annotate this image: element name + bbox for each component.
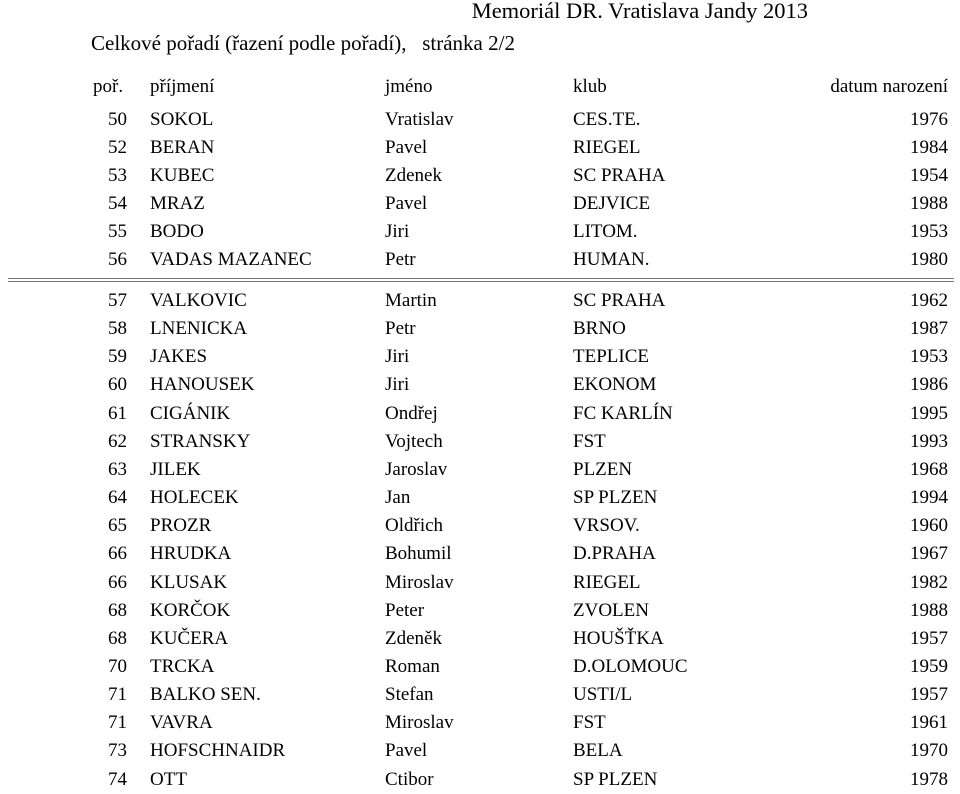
surname-cell: HANOUSEK [150, 374, 255, 396]
rank-cell: 54 [108, 193, 127, 214]
table-row [0, 484, 960, 512]
table-row [0, 371, 960, 399]
name-cell: Vratislav [385, 109, 454, 130]
name-cell: Pavel [385, 137, 428, 158]
club-cell: ZVOLEN [573, 599, 649, 621]
header-name: jméno [385, 76, 433, 97]
rank-cell: 71 [108, 684, 127, 706]
header-club: klub [573, 76, 607, 97]
birth-year-cell: 1959 [910, 655, 948, 677]
birth-year-cell: 1954 [910, 165, 948, 186]
name-cell: Bohumil [385, 543, 452, 565]
rank-cell: 57 [108, 290, 127, 311]
surname-cell: STRANSKY [150, 430, 251, 452]
surname-cell: LNENICKA [150, 318, 248, 340]
table-row [0, 766, 960, 794]
name-cell: Zdeněk [385, 627, 442, 649]
table-row [0, 343, 960, 371]
name-cell: Petr [385, 249, 416, 270]
table-row [0, 737, 960, 765]
table-row [0, 540, 960, 568]
surname-cell: BALKO SEN. [150, 684, 261, 706]
table-row [0, 134, 960, 162]
table-row [0, 287, 960, 315]
surname-cell: KORČOK [150, 599, 231, 621]
birth-year-cell: 1967 [910, 543, 948, 565]
surname-cell: VAVRA [150, 712, 213, 734]
table-row [0, 512, 960, 540]
name-cell: Peter [385, 599, 425, 621]
club-cell: PLZEN [573, 458, 633, 480]
club-cell: TEPLICE [573, 346, 649, 368]
rank-cell: 50 [108, 109, 127, 130]
birth-year-cell: 1987 [910, 318, 948, 340]
name-cell: Jiri [385, 346, 410, 368]
name-cell: Petr [385, 318, 416, 340]
birth-year-cell: 1960 [910, 515, 948, 537]
birth-year-cell: 1953 [910, 221, 948, 242]
surname-cell: KLUSAK [150, 571, 228, 593]
club-cell: BELA [573, 740, 623, 762]
birth-year-cell: 1984 [910, 137, 948, 158]
rank-cell: 70 [108, 655, 127, 677]
name-cell: Miroslav [385, 712, 454, 734]
table-row [0, 190, 960, 218]
surname-cell: HOFSCHNAIDR [150, 740, 286, 762]
rank-cell: 65 [108, 515, 127, 537]
birth-year-cell: 1976 [910, 109, 948, 130]
name-cell: Zdenek [385, 165, 442, 186]
table-row [0, 106, 960, 134]
table-row [0, 162, 960, 190]
rank-cell: 66 [108, 571, 127, 593]
name-cell: Pavel [385, 193, 428, 214]
surname-cell: VADAS MAZANEC [150, 249, 312, 270]
club-cell: SC PRAHA [573, 290, 666, 311]
birth-year-cell: 1982 [910, 571, 948, 593]
document-subtitle [91, 30, 515, 56]
club-cell: SP PLZEN [573, 768, 658, 790]
rank-cell: 58 [108, 318, 127, 340]
name-cell: Miroslav [385, 571, 454, 593]
birth-year-cell: 1961 [910, 712, 948, 734]
club-cell: RIEGEL [573, 137, 641, 158]
club-cell: FC KARLÍN [573, 402, 673, 424]
club-cell: VRSOV. [573, 515, 640, 537]
rank-cell: 56 [108, 249, 127, 270]
table-row [0, 246, 960, 274]
document-title: Memoriál DR. Vratislava Jandy 2013 [471, 0, 808, 23]
surname-cell: VALKOVIC [150, 290, 247, 311]
club-cell: LITOM. [573, 221, 638, 242]
name-cell: Stefan [385, 684, 434, 706]
rank-cell: 68 [108, 599, 127, 621]
birth-year-cell: 1968 [910, 458, 948, 480]
name-cell: Jiri [385, 374, 410, 396]
club-cell: FST [573, 712, 606, 734]
table-row [0, 315, 960, 343]
rank-cell: 74 [108, 768, 127, 790]
name-cell: Jan [385, 487, 411, 509]
table-row [0, 456, 960, 484]
birth-year-cell: 1970 [910, 740, 948, 762]
table-row [0, 653, 960, 681]
birth-year-cell: 1953 [910, 346, 948, 368]
subtitle-text: Celkové pořadí (řazení podle pořadí), [91, 31, 407, 55]
club-cell: D.PRAHA [573, 543, 656, 565]
name-cell: Pavel [385, 740, 428, 762]
name-cell: Ctibor [385, 768, 434, 790]
header-surname: příjmení [150, 76, 215, 97]
surname-cell: BODO [150, 221, 204, 242]
birth-year-cell: 1962 [910, 290, 948, 311]
club-cell: D.OLOMOUC [573, 655, 688, 677]
club-cell: EKONOM [573, 374, 657, 396]
table-row [0, 569, 960, 597]
club-cell: FST [573, 430, 606, 452]
rank-cell: 62 [108, 430, 127, 452]
surname-cell: MRAZ [150, 193, 205, 214]
birth-year-cell: 1995 [910, 402, 948, 424]
table-row [0, 218, 960, 246]
header-birth: datum narození [830, 76, 948, 97]
surname-cell: PROZR [150, 515, 212, 537]
birth-year-cell: 1957 [910, 684, 948, 706]
surname-cell: HRUDKA [150, 543, 232, 565]
surname-cell: KUČERA [150, 627, 229, 649]
table-row [0, 400, 960, 428]
birth-year-cell: 1994 [910, 487, 948, 509]
name-cell: Jiri [385, 221, 410, 242]
name-cell: Ondřej [385, 402, 438, 424]
rank-cell: 68 [108, 627, 127, 649]
birth-year-cell: 1980 [910, 249, 948, 270]
club-cell: BRNO [573, 318, 626, 340]
surname-cell: HOLECEK [150, 487, 239, 509]
club-cell: USTI/L [573, 684, 633, 706]
club-cell: DEJVICE [573, 193, 651, 214]
club-cell: SC PRAHA [573, 165, 666, 186]
birth-year-cell: 1978 [910, 768, 948, 790]
name-cell: Martin [385, 290, 437, 311]
rank-cell: 61 [108, 402, 127, 424]
surname-cell: JAKES [150, 346, 208, 368]
club-cell: CES.TE. [573, 109, 641, 130]
page-indicator: stránka 2/2 [422, 31, 515, 55]
surname-cell: BERAN [150, 137, 215, 158]
rank-cell: 53 [108, 165, 127, 186]
table-row [0, 597, 960, 625]
rank-cell: 60 [108, 374, 127, 396]
club-cell: RIEGEL [573, 571, 641, 593]
birth-year-cell: 1988 [910, 599, 948, 621]
name-cell: Vojtech [385, 430, 443, 452]
surname-cell: OTT [150, 768, 187, 790]
club-cell: SP PLZEN [573, 487, 658, 509]
name-cell: Roman [385, 655, 440, 677]
name-cell: Oldřich [385, 515, 444, 537]
rank-cell: 55 [108, 221, 127, 242]
section-divider [8, 278, 954, 282]
rank-cell: 64 [108, 487, 127, 509]
surname-cell: SOKOL [150, 109, 214, 130]
club-cell: HUMAN. [573, 249, 650, 270]
name-cell: Jaroslav [385, 458, 448, 480]
table-row [0, 625, 960, 653]
surname-cell: CIGÁNIK [150, 402, 231, 424]
table-header [0, 73, 960, 101]
rank-cell: 66 [108, 543, 127, 565]
birth-year-cell: 1988 [910, 193, 948, 214]
rank-cell: 59 [108, 346, 127, 368]
header-rank: poř. [93, 76, 124, 97]
rank-cell: 63 [108, 458, 127, 480]
rank-cell: 71 [108, 712, 127, 734]
table-row [0, 681, 960, 709]
birth-year-cell: 1993 [910, 430, 948, 452]
surname-cell: KUBEC [150, 165, 215, 186]
birth-year-cell: 1957 [910, 627, 948, 649]
table-row [0, 428, 960, 456]
rank-cell: 52 [108, 137, 127, 158]
surname-cell: TRCKA [150, 655, 215, 677]
table-row [0, 709, 960, 737]
birth-year-cell: 1986 [910, 374, 948, 396]
club-cell: HOUŠŤKA [573, 627, 664, 649]
surname-cell: JILEK [150, 458, 201, 480]
rank-cell: 73 [108, 740, 127, 762]
